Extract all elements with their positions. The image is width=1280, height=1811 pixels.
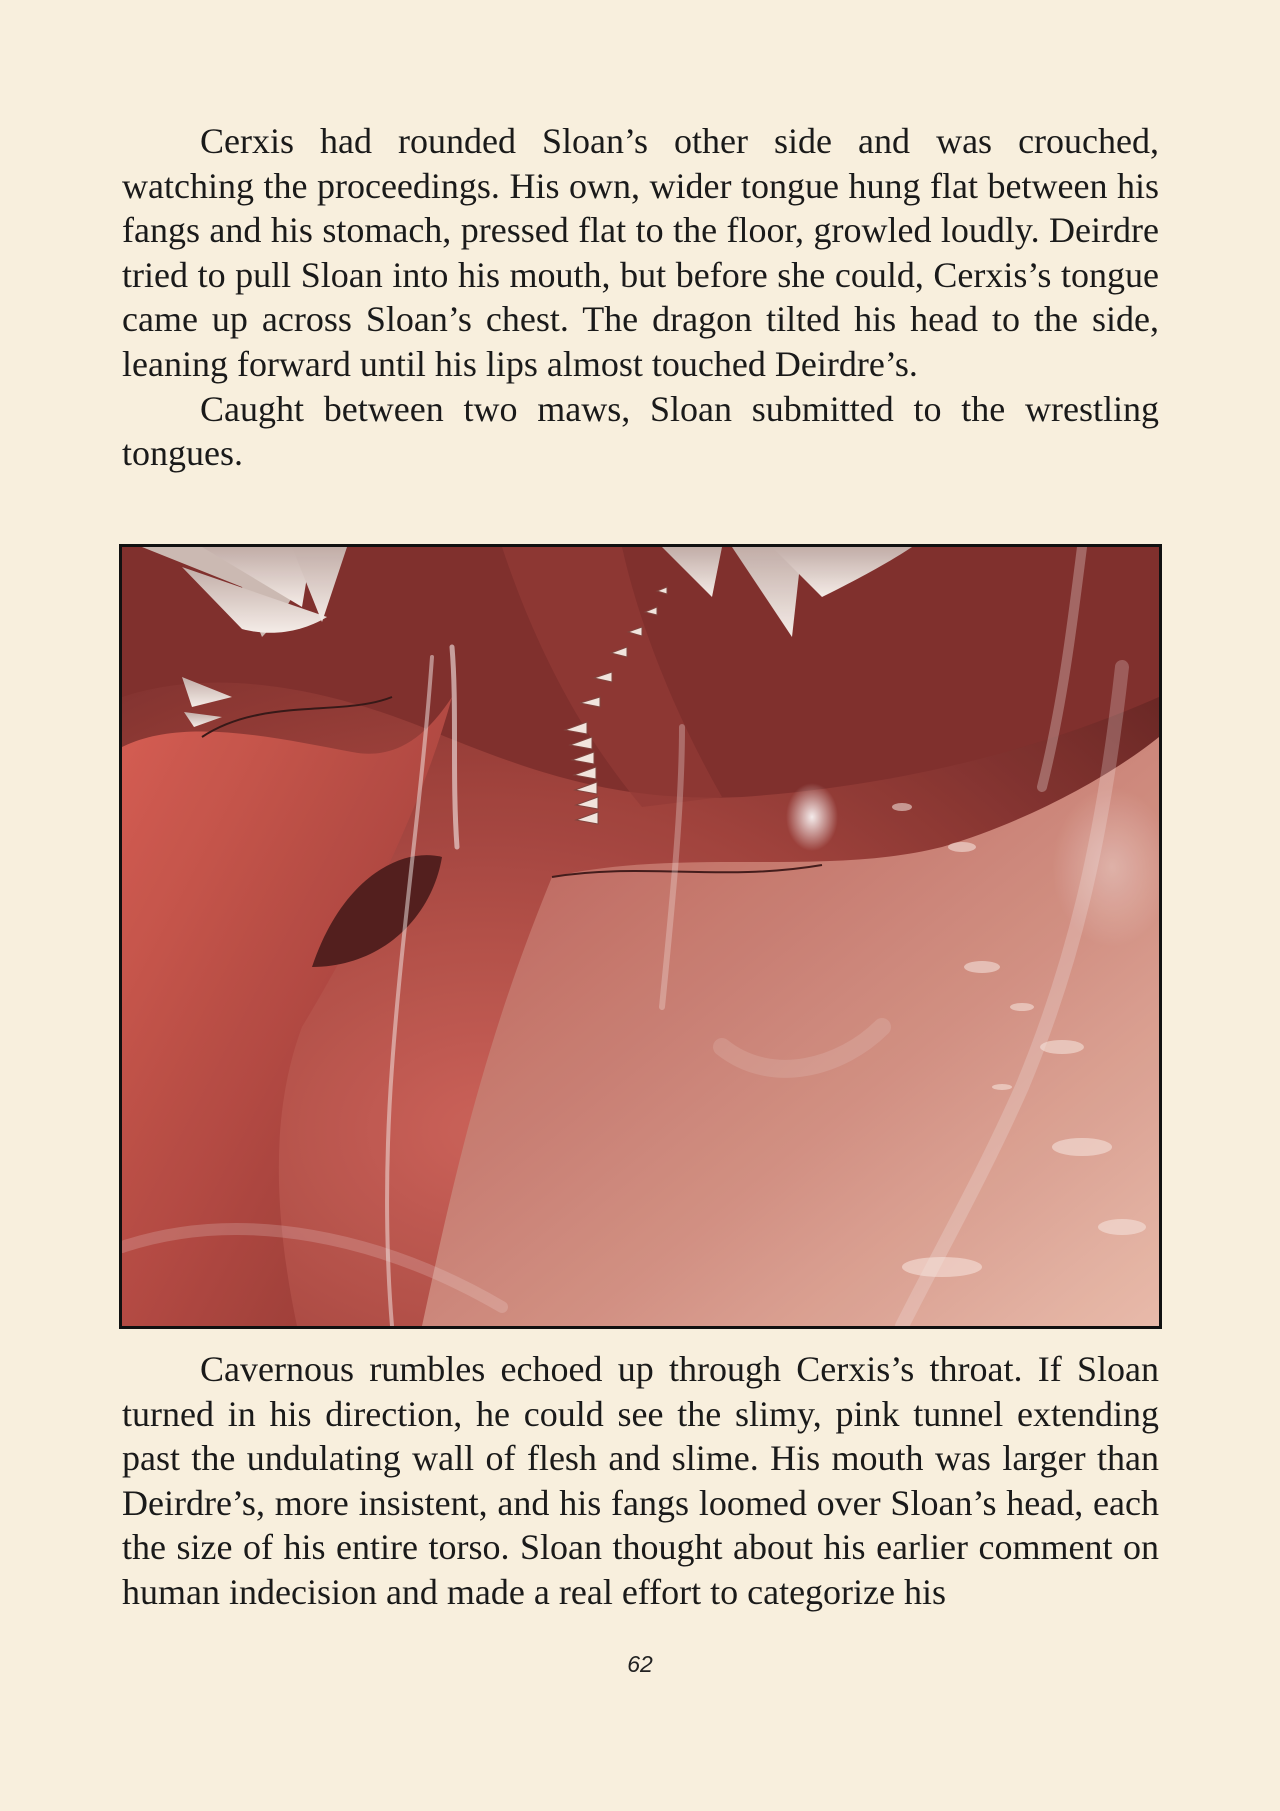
paragraph: Caught between two maws, Sloan submitted to the wrestling tongues.	[122, 388, 1159, 474]
text-block-bottom	[122, 1347, 1159, 1615]
illustration	[119, 544, 1162, 1329]
illustration-artwork	[122, 547, 1159, 1326]
page-number: 62	[627, 1651, 653, 1677]
paragraph: Cerxis had rounded Sloan’s other side and was crouched, watching the proceedings. His own, wider tongue hung flat between his fangs and his stomach, pressed flat to the floor, growled loudly. Deirdre tried to pull Sloan into his mouth, but before she could, Cerxis’s tongue came up across Sloan’s chest. The dragon tilted his head to the side, leaning forward until his lips almost touched Deirdre’s.	[122, 121, 1159, 384]
paragraph: Cavernous rumbles echoed up through Cerxis’s throat. If Sloan turned in his direction, he could see the slimy, pink tunnel extending past the undulating wall of flesh and slime. His mouth was larger than Deirdre’s, more insistent, and his fangs loomed over Sloan’s head, each the size of his entire torso. Sloan thought about his earlier comment on human indecision and made a real effort to categorize his	[122, 1349, 1159, 1612]
text-block-top	[122, 119, 1159, 476]
